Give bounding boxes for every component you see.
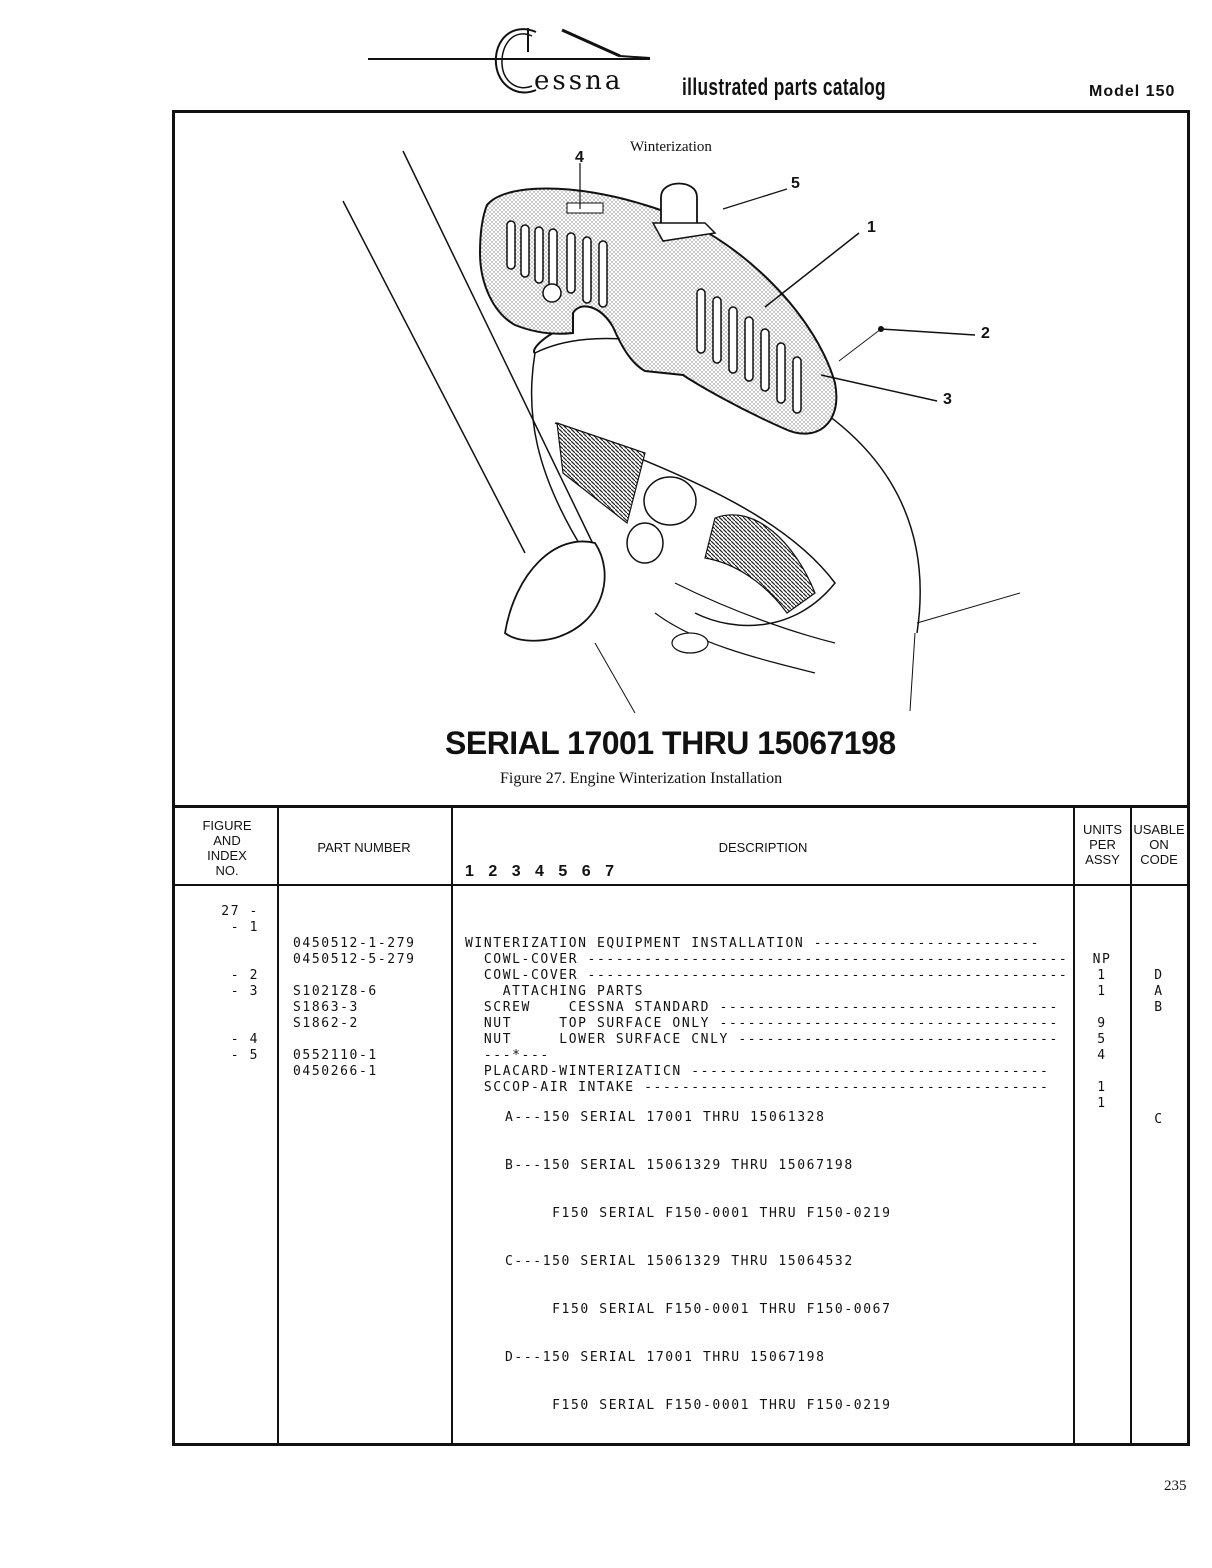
code-note: D---150 SERIAL 17001 THRU 15067198: [505, 1350, 826, 1365]
callout-3: 3: [943, 391, 952, 408]
page-number: 235: [1164, 1478, 1187, 1494]
logo-text: essna: [534, 66, 624, 96]
header-usable-line: USABLE: [1133, 822, 1185, 837]
catalog-title: illustrated parts catalog: [682, 74, 886, 101]
figure-caption: Figure 27. Engine Winterization Installation: [500, 770, 783, 787]
row-index: - 3: [230, 984, 259, 999]
header-figure-index-line: INDEX: [207, 848, 247, 863]
header-usable-on-code: [1131, 822, 1187, 867]
row-index: - 5: [230, 1048, 259, 1063]
row-part-number: 0450512-5-279: [293, 952, 416, 967]
code-note: F150 SERIAL F150-0001 THRU F150-0219: [505, 1206, 892, 1221]
callout-1: 1: [867, 219, 876, 236]
page-frame: [172, 110, 1190, 1446]
row-units: 5: [1097, 1032, 1107, 1047]
header-units-per-assy: [1075, 822, 1130, 867]
code-note: A---150 SERIAL 17001 THRU 15061328: [505, 1110, 826, 1125]
row-description: PLACARD-WINTERIZATICN --------------------------------------: [465, 1064, 1050, 1079]
row-units: NP: [1092, 952, 1112, 967]
row-index: - 4: [230, 1032, 259, 1047]
header-divider: [175, 884, 1187, 886]
code-note: F150 SERIAL F150-0001 THRU F150-0067: [505, 1302, 892, 1317]
header-description: DESCRIPTION: [718, 840, 808, 855]
logo-wing-stroke: [560, 28, 652, 62]
figure-area: [175, 113, 1187, 803]
row-code: B: [1154, 1000, 1164, 1015]
figure-title: Winterization: [630, 139, 712, 155]
row-units: 1: [1097, 1080, 1107, 1095]
header-part-number: PART NUMBER: [317, 840, 411, 855]
serial-range-heading: SERIAL 17001 THRU 15067198: [445, 725, 896, 761]
row-part-number: S1863-3: [293, 1000, 359, 1015]
row-units: 1: [1097, 984, 1107, 999]
row-description: SCCOP-AIR INTAKE -------------------------------------------: [465, 1080, 1050, 1095]
header-units-line: PER: [1089, 837, 1116, 852]
code-note: C---150 SERIAL 15061329 THRU 15064532: [505, 1254, 854, 1269]
callout-2: 2: [981, 325, 990, 342]
header-units-line: UNITS: [1083, 822, 1122, 837]
parts-table: [175, 805, 1187, 1446]
row-description: WINTERIZATION EQUIPMENT INSTALLATION ------------------------: [465, 936, 1041, 951]
row-code: A: [1154, 984, 1164, 999]
row-description: NUT TOP SURFACE ONLY ------------------------------------: [465, 1016, 1059, 1031]
row-description: ATTACHING PARTS: [465, 984, 645, 999]
usable-on-code-notes: [505, 1078, 892, 1446]
row-index: - 1: [230, 920, 259, 935]
row-code: D: [1154, 968, 1164, 983]
row-description: SCREW CESSNA STANDARD ------------------------------------: [465, 1000, 1059, 1015]
header-figure-index-line: FIGURE: [202, 818, 252, 833]
row-units: 9: [1097, 1016, 1107, 1031]
header-units-line: ASSY: [1085, 852, 1120, 867]
callout-4: 4: [575, 149, 584, 166]
row-description: COWL-COVER ---------------------------------------------------: [465, 968, 1069, 983]
header-usable-line: ON: [1149, 837, 1169, 852]
row-units: 4: [1097, 1048, 1107, 1063]
callout-5: 5: [791, 175, 800, 192]
model-label: Model 150: [1089, 83, 1176, 100]
indent-level-digits: 1 2 3 4 5 6 7: [465, 863, 619, 880]
header-figure-index-line: NO.: [215, 863, 239, 878]
row-description: COWL-COVER ---------------------------------------------------: [465, 952, 1069, 967]
code-note: B---150 SERIAL 15061329 THRU 15067198: [505, 1158, 854, 1173]
row-description: ---*---: [465, 1048, 550, 1063]
row-part-number: 0450512-1-279: [293, 936, 416, 951]
row-units: 1: [1097, 1096, 1107, 1111]
row-index: 27 -: [221, 904, 259, 919]
code-note: F150 SERIAL F150-0001 THRU F150-0219: [505, 1398, 892, 1413]
header-figure-index: [185, 818, 269, 878]
header-figure-index-line: AND: [213, 833, 241, 848]
row-index: - 2: [230, 968, 259, 983]
engine-winterization-illustration: [175, 113, 1187, 723]
row-code: C: [1154, 1112, 1164, 1127]
header-usable-line: CODE: [1140, 852, 1178, 867]
row-part-number: S1862-2: [293, 1016, 359, 1031]
row-part-number: 0552110-1: [293, 1048, 378, 1063]
row-description: NUT LOWER SURFACE CNLY ----------------------------------: [465, 1032, 1059, 1047]
row-units: 1: [1097, 968, 1107, 983]
row-part-number: 0450266-1: [293, 1064, 378, 1079]
row-part-number: S1021Z8-6: [293, 984, 378, 999]
